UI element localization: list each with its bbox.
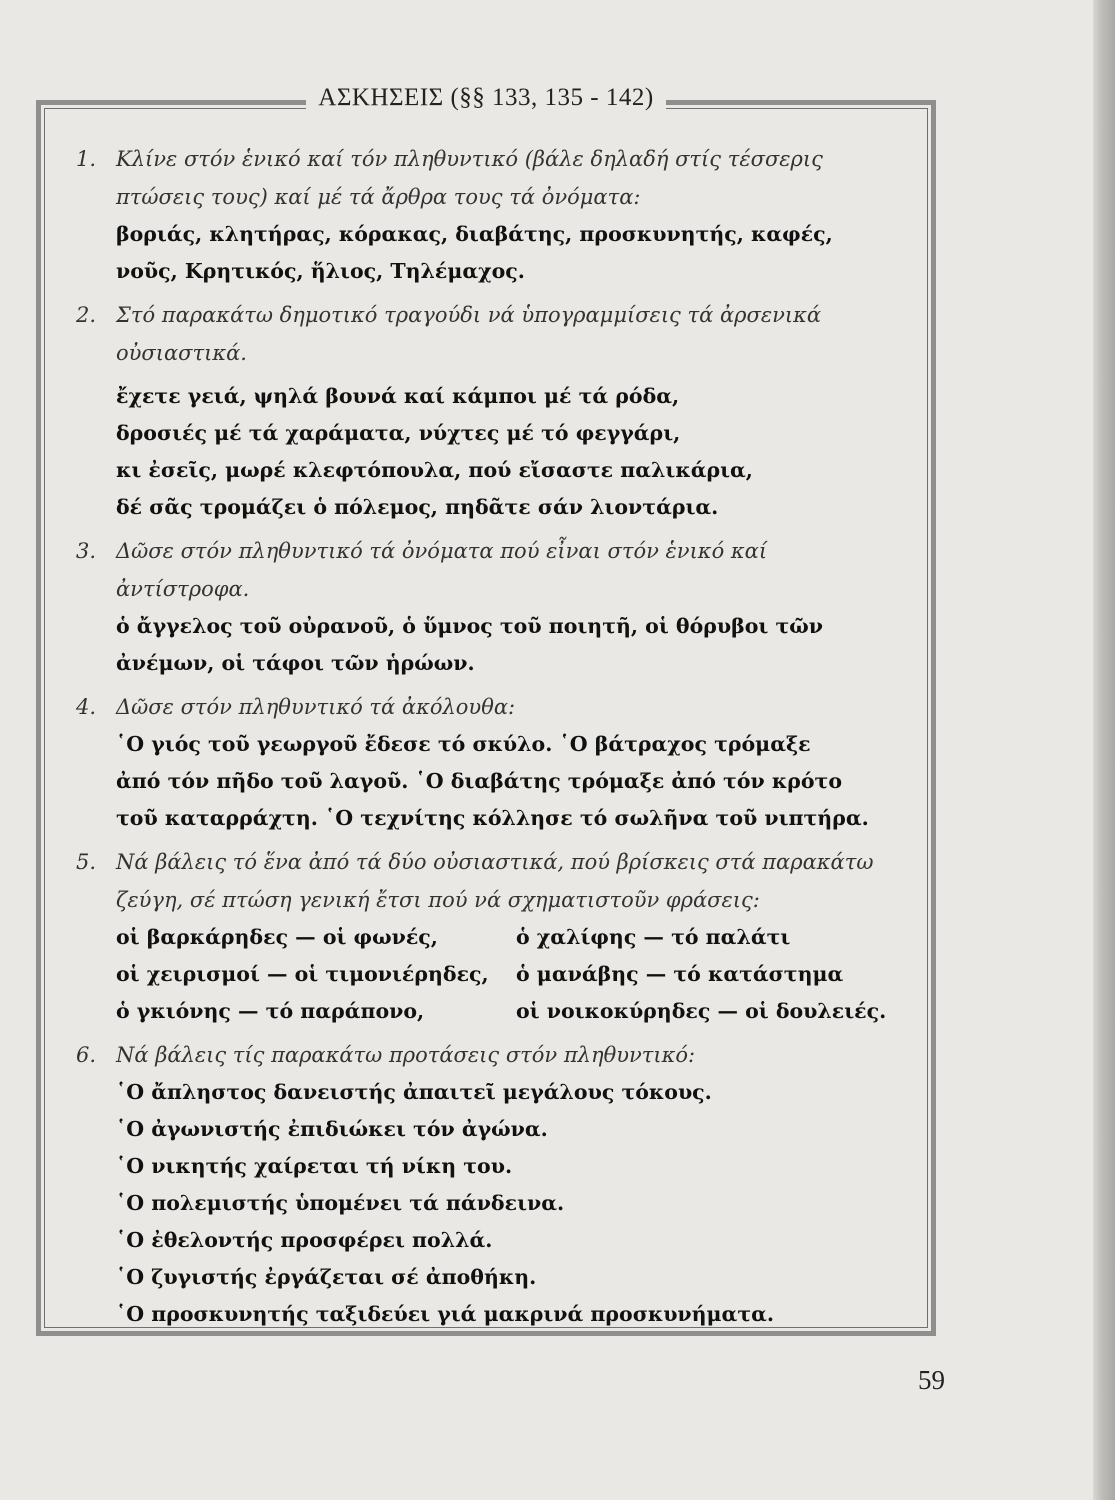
exercise-line: βοριάς, κλητήρας, κόρακας, διαβάτης, προσκυνητής, καφές, [116,222,833,246]
poem-line: δέ σᾶς τρομάζει ὁ πόλεμος, πηδᾶτε σάν λιοντάρια. [116,495,719,519]
exercise-3 [76,532,896,682]
exercise-line: νοῦς, Κρητικός, ἥλιος, Τηλέμαχος. [116,259,525,283]
exercise-line: ἀπό τόν πῆδο τοῦ λαγοῦ. ῾Ο διαβάτης τρόμαξε ἀπό τόν κρότο [116,769,842,793]
pair-row [116,956,896,993]
sentence-line: ῾Ο πολεμιστής ὑπομένει τά πάνδεινα. [116,1191,565,1215]
exercise-number: 4. [76,695,97,719]
exercise-1 [76,140,896,290]
exercise-instruction: 3. Δῶσε στόν πληθυντικό τά ὀνόματα πού εἶναι στόν ἑνικό καί ἀντίστροφα. [76,532,896,608]
page-number: 59 [918,1365,945,1395]
exercise-instruction: 2. Στό παρακάτω δημοτικό τραγούδι νά ὑπογραμμίσεις τά ἀρσενικά οὐσιαστικά. [76,296,896,372]
pair-left: οἱ χειρισμοί — οἱ τιμονιέρηδες, [116,962,489,986]
poem-line: δροσιές μέ τά χαράματα, νύχτες μέ τό φεγγάρι, [116,421,681,445]
sentence-line: ῾Ο ἐθελοντής προσφέρει πολλά. [116,1228,493,1252]
exercise-line: τοῦ καταρράχτη. ῾Ο τεχνίτης κόλλησε τό σωλῆνα τοῦ νιπτήρα. [116,806,869,830]
exercise-instruction: 4. Δῶσε στόν πληθυντικό τά ἀκόλουθα: [76,688,896,726]
exercise-number: 2. [76,303,97,327]
exercise-number: 3. [76,539,97,563]
noun-pairs [76,919,896,1030]
exercise-number: 5. [76,850,97,874]
exercise-line: ἀνέμων, οἱ τάφοι τῶν ἡρώων. [116,651,475,675]
book-spine-shadow [1093,0,1115,1500]
exercise-number: 1. [76,147,97,171]
pair-row [116,919,896,956]
sentence-line: ῾Ο ἀγωνιστής ἐπιδιώκει τόν ἀγώνα. [116,1117,548,1141]
exercise-line: ῾Ο γιός τοῦ γεωργοῦ ἔδεσε τό σκύλο. ῾Ο βάτραχος τρόμαξε [116,732,811,756]
sentence-line: ῾Ο νικητής χαίρεται τή νίκη του. [116,1154,513,1178]
pair-row [116,993,896,1030]
exercise-line: ὁ ἄγγελος τοῦ οὐρανοῦ, ὁ ὕμνος τοῦ ποιητῆ, οἱ θόρυβοι τῶν [116,614,823,638]
sentence-line: ῾Ο ζυγιστής ἐργάζεται σέ ἀποθήκη. [116,1265,537,1289]
sentence-line: ῾Ο προσκυνητής ταξιδεύει γιά μακρινά προσκυνήματα. [116,1302,775,1326]
exercise-instruction: 1. Κλίνε στόν ἑνικό καί τόν πληθυντικό (βάλε δηλαδή στίς τέσσερις πτώσεις τους) καί μέ τά ἄρθρα τους τά ὀνόματα: [76,140,896,216]
sentence-line: ῾Ο ἄπληστος δανειστής ἀπαιτεῖ μεγάλους τόκους. [116,1080,712,1104]
pair-left: οἱ βαρκάρηδες — οἱ φωνές, [116,925,438,949]
exercise-6 [76,1036,896,1333]
page-title: ΑΣΚΗΣΕΙΣ (§§ 133, 135 - 142) [306,84,665,112]
poem-line: κι ἐσεῖς, μωρέ κλεφτόπουλα, πού εἴσαστε παλικάρια, [116,458,753,482]
exercise-number: 6. [76,1043,97,1067]
exercise-2 [76,296,896,526]
exercise-list [76,140,896,1333]
exercise-instruction: 5. Νά βάλεις τό ἕνα ἀπό τά δύο οὐσιαστικά, πού βρίσκεις στά παρακάτω ζεύγη, σέ πτώση γενική ἔτσι πού νά σχηματιστοῦν φράσεις: [76,843,896,919]
pair-right: ὁ μανάβης — τό κατάστημα [516,962,844,986]
exercise-header [36,78,936,118]
pair-right: ὁ χαλίφης — τό παλάτι [516,925,791,949]
exercise-instruction: 6. Νά βάλεις τίς παρακάτω προτάσεις στόν πληθυντικό: [76,1036,896,1074]
exercise-4 [76,688,896,837]
pair-right: οἱ νοικοκύρηδες — οἱ δουλειές. [516,999,887,1023]
poem-line: ἔχετε γειά, ψηλά βουνά καί κάμποι μέ τά ρόδα, [116,384,680,408]
exercise-5 [76,843,896,1030]
pair-left: ὁ γκιόνης — τό παράπονο, [116,999,425,1023]
